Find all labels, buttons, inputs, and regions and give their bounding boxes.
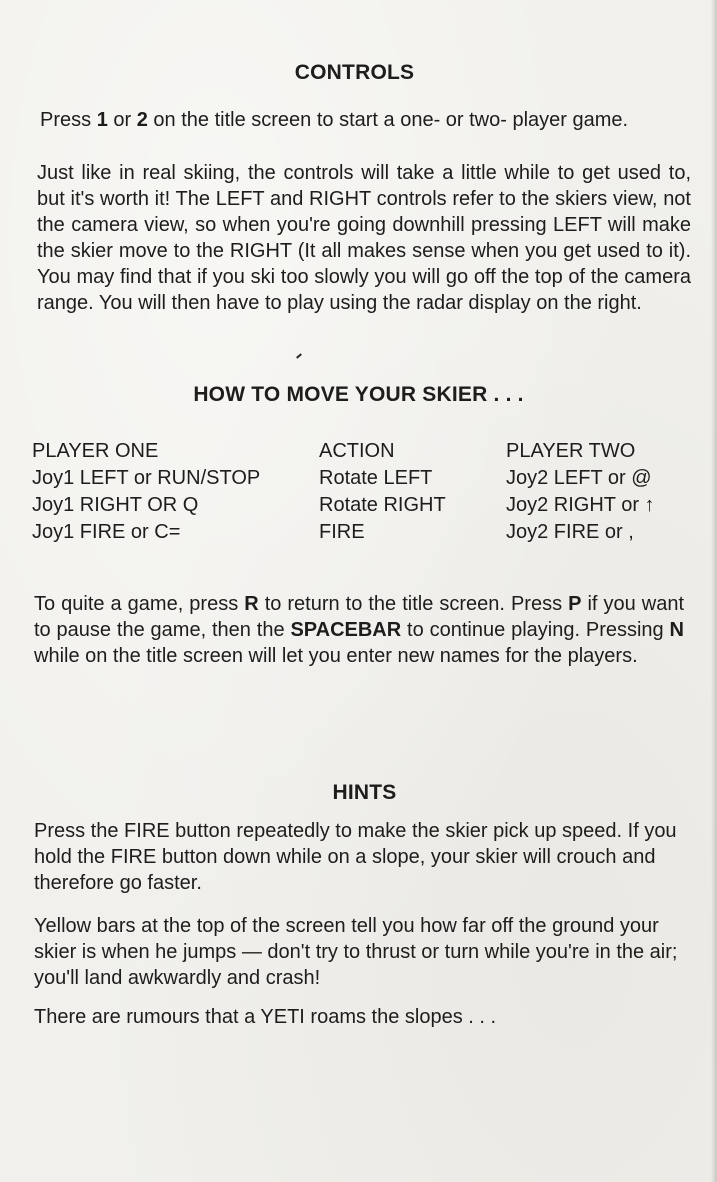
action-row: Rotate LEFT	[319, 467, 433, 489]
key-r: R	[244, 593, 259, 615]
quit-text-1: To quite a game, press	[34, 593, 245, 615]
player-one-header: PLAYER ONE	[32, 440, 159, 462]
key-spacebar: SPACEBAR	[290, 619, 402, 641]
key-n: N	[669, 619, 684, 641]
print-mark	[296, 353, 302, 358]
player-two-row: Joy2 LEFT or @	[506, 467, 652, 489]
quit-text-3: if you want to pause the game, then the	[34, 593, 684, 641]
hint-jump-paragraph: Yellow bars at the top of the screen tell you how far off the ground your skier is when he jumps — don't try to thrust or turn while you're in the air; you'll land awkwardly and crash!	[34, 915, 678, 989]
action-row: Rotate RIGHT	[319, 494, 446, 516]
key-2: 2	[136, 109, 148, 131]
controls-intro-paragraph	[40, 107, 690, 133]
quit-paragraph	[34, 591, 684, 669]
intro-text-2: or	[107, 109, 137, 131]
player-two-header: PLAYER TWO	[506, 440, 636, 462]
player-one-row: Joy1 FIRE or C=	[32, 521, 181, 543]
player-one-row: Joy1 LEFT or RUN/STOP	[32, 467, 261, 489]
quit-text-5: while on the title screen will let you enter new names for the players.	[34, 645, 638, 667]
hints-heading: HINTS	[332, 781, 397, 804]
skiing-paragraph: Just like in real skiing, the controls will take a little while to get used to, but it's worth it! The LEFT and RIGHT controls refer to the skiers view, not the camera view, so when you're going downhill pressing LEFT will make the skier move to the RIGHT (It all makes sense when you get used to it). You may find that if you ski too slowly you will go off the top of the camera range. You will then have to play using the radar display on the right.	[37, 162, 691, 314]
page-edge-shadow	[711, 0, 717, 1182]
move-skier-heading: HOW TO MOVE YOUR SKIER . . .	[193, 383, 524, 406]
player-one-row: Joy1 RIGHT OR Q	[32, 494, 199, 516]
intro-text-1: Press	[40, 109, 97, 131]
action-row: FIRE	[319, 521, 365, 543]
player-two-row: Joy2 RIGHT or ↑	[506, 494, 655, 516]
key-p: P	[568, 593, 582, 615]
action-header: ACTION	[319, 440, 395, 462]
action-column	[319, 438, 446, 546]
controls-heading: CONTROLS	[294, 61, 415, 84]
quit-text-4: to continue playing. Pressing	[401, 619, 670, 641]
player-one-column	[32, 438, 260, 546]
player-two-column	[506, 438, 655, 546]
hint-yeti-paragraph: There are rumours that a YETI roams the slopes . . .	[34, 1006, 497, 1028]
hint-speed-paragraph: Press the FIRE button repeatedly to make the skier pick up speed. If you hold the FIRE button down while on a slope, your skier will crouch and therefore go faster.	[34, 820, 677, 894]
intro-text-3: on the title screen to start a one- or two- player game.	[147, 109, 629, 131]
player-two-row: Joy2 FIRE or ,	[506, 521, 634, 543]
key-1: 1	[96, 109, 108, 131]
quit-text-2: to return to the title screen. Press	[258, 593, 569, 615]
